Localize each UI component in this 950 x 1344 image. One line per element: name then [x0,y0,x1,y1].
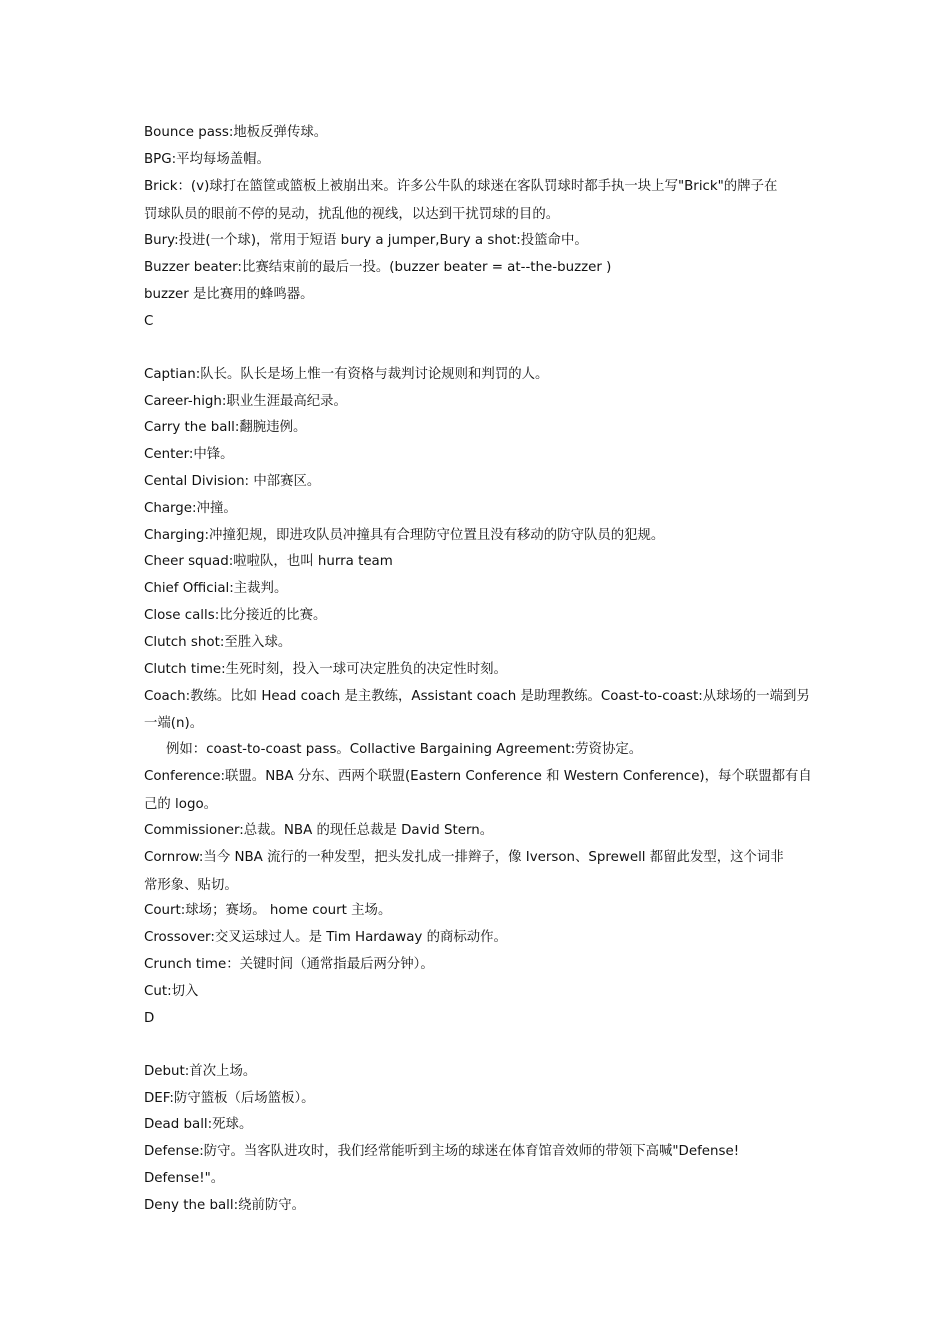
entry-coach-continued: 一端(n)。 [144,716,204,731]
entry-coast-example: 例如：coast-to-coast pass。Collactive Bargaining Agreement:劳资协定。 [166,742,643,757]
entry-cut: Cut:切入 [144,984,199,999]
entry-brick-continued: 罚球队员的眼前不停的晃动，扰乱他的视线，以达到干扰罚球的目的。 [144,207,560,222]
entry-center: Center:中锋。 [144,447,234,462]
entry-carry-the-ball: Carry the ball:翻腕违例。 [144,420,307,435]
entry-conference-continued: 己的 logo。 [144,797,218,812]
entry-debut: Debut:首次上场。 [144,1064,257,1079]
entry-bury: Bury:投进(一个球)，常用于短语 bury a jumper,Bury a shot:投篮命中。 [144,233,588,248]
entry-chief-official: Chief Official:主裁判。 [144,581,288,596]
entry-captian: Captian:队长。队长是场上惟一有资格与裁判讨论规则和判罚的人。 [144,367,549,382]
entry-defense-continued: Defense!"。 [144,1171,225,1186]
entry-defense: Defense:防守。当客队进攻时，我们经常能听到主场的球迷在体育馆音效师的带领下高喊"Defense! [144,1144,740,1159]
entry-cheer-squad: Cheer squad:啦啦队，也叫 hurra team [144,554,393,569]
entry-bounce-pass: Bounce pass:地板反弹传球。 [144,125,328,140]
entry-buzzer-beater: Buzzer beater:比赛结束前的最后一投。(buzzer beater = at--the-buzzer ) [144,260,612,275]
entry-dead-ball: Dead ball:死球。 [144,1117,253,1132]
entry-bpg: BPG:平均每场盖帽。 [144,152,270,167]
entry-clutch-shot: Clutch shot:至胜入球。 [144,635,292,650]
entry-coach: Coach:教练。比如 Head coach 是主教练，Assistant coach 是助理教练。Coast-to-coast:从球场的一端到另 [144,689,810,704]
entry-cornrow-continued: 常形象、贴切。 [144,878,238,893]
entry-brick: Brick：(v)球打在篮筐或篮板上被崩出来。许多公牛队的球迷在客队罚球时都手执一块上写"Brick"的牌子在 [144,179,778,194]
entry-close-calls: Close calls:比分接近的比赛。 [144,608,327,623]
section-heading-c: C [144,314,154,329]
entry-charge: Charge:冲撞。 [144,501,237,516]
entry-deny-the-ball: Deny the ball:绕前防守。 [144,1198,306,1213]
entry-clutch-time: Clutch time:生死时刻，投入一球可决定胜负的决定性时刻。 [144,662,507,677]
entry-cornrow: Cornrow:当今 NBA 流行的一种发型，把头发扎成一排辫子，像 Iverson、Sprewell 都留此发型，这个词非 [144,850,784,865]
entry-charging: Charging:冲撞犯规，即进攻队员冲撞具有合理防守位置且没有移动的防守队员的犯规。 [144,528,665,543]
entry-buzzer: buzzer 是比赛用的蜂鸣器。 [144,287,314,302]
entry-crunch-time: Crunch time：关键时间（通常指最后两分钟）。 [144,957,434,972]
entry-court: Court:球场；赛场。 home court 主场。 [144,903,392,918]
entry-commissioner: Commissioner:总裁。NBA 的现任总裁是 David Stern。 [144,823,494,838]
entry-career-high: Career-high:职业生涯最高纪录。 [144,394,347,409]
entry-crossover: Crossover:交叉运球过人。是 Tim Hardaway 的商标动作。 [144,930,507,945]
entry-cental-division: Cental Division: 中部赛区。 [144,474,321,489]
section-heading-d: D [144,1011,155,1026]
entry-def: DEF:防守篮板（后场篮板）。 [144,1091,315,1106]
entry-conference: Conference:联盟。NBA 分东、西两个联盟(Eastern Conference 和 Western Conference)，每个联盟都有自 [144,769,812,784]
